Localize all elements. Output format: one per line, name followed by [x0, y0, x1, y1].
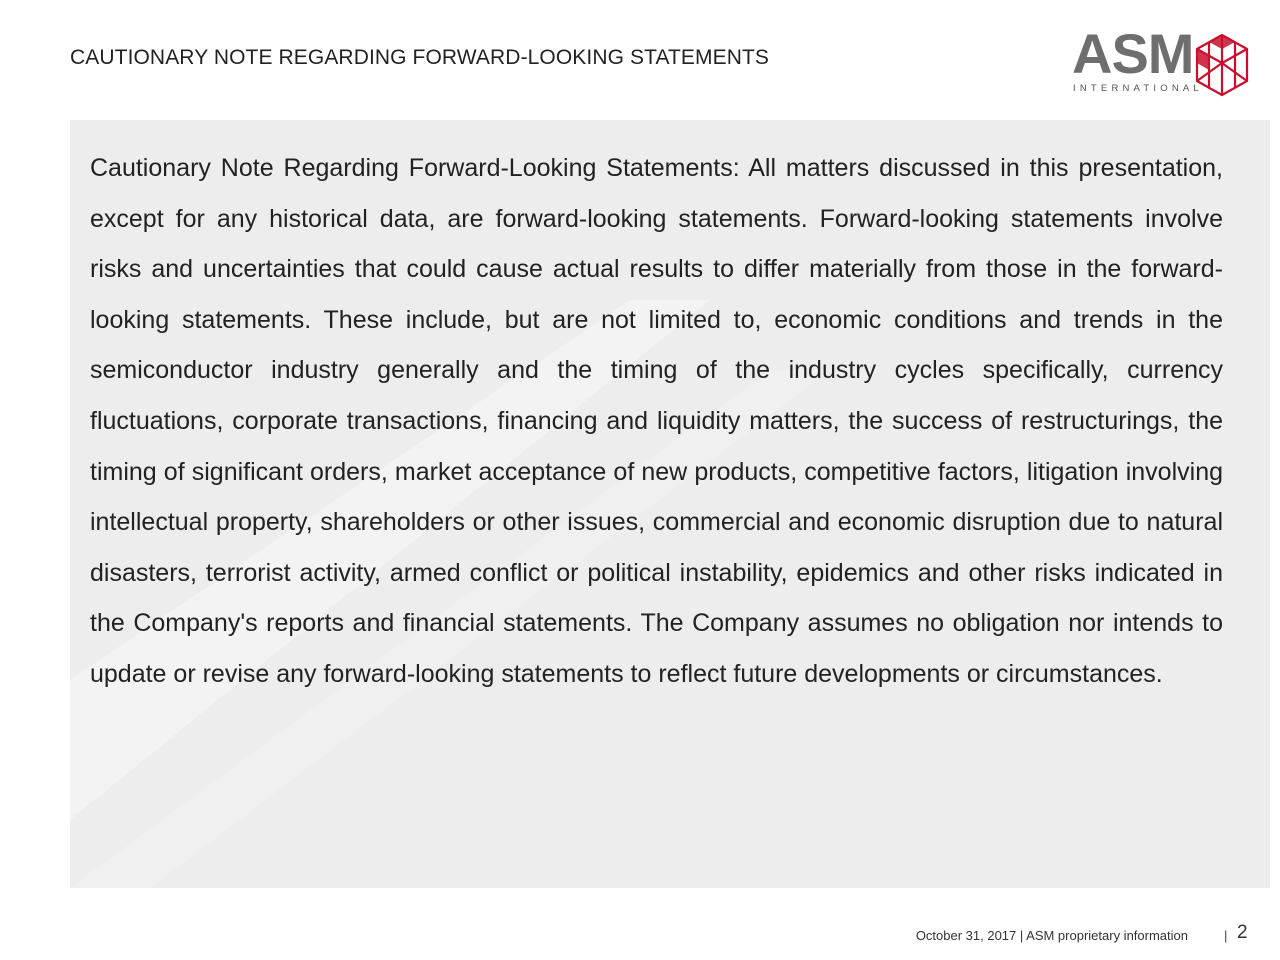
slide-title: CAUTIONARY NOTE REGARDING FORWARD-LOOKING STATEMENTS: [70, 46, 770, 69]
footer-separator: |: [1224, 928, 1228, 943]
asm-crystal-icon: [1193, 32, 1251, 98]
logo-wordmark: ASM: [1072, 22, 1194, 85]
footer: [0, 922, 1280, 950]
page-number: 2: [1237, 922, 1248, 943]
logo-subtitle: INTERNATIONAL: [1073, 83, 1203, 94]
disclaimer-paragraph: Cautionary Note Regarding Forward-Looking Statements: All matters discussed in this presentation, except for any historical data, are forward-looking statements. Forward-looking statements involve risks and uncertainties that could cause actual results to differ materially from those in the forward-looking statements. These include, but are not limited to, economic conditions and trends in the semiconductor industry generally and the timing of the industry cycles specifically, currency fluctuations, corporate transactions, financing and liquidity matters, the success of restructurings, the timing of significant orders, market acceptance of new products, competitive factors, litigation involving intellectual property, shareholders or other issues, commercial and economic disruption due to natural disasters, terrorist activity, armed conflict or political instability, epidemics and other risks indicated in the Company's reports and financial statements. The Company assumes no obligation nor intends to update or revise any forward-looking statements to reflect future developments or circumstances.: [90, 154, 1223, 688]
content-panel: [70, 120, 1270, 888]
company-logo: [1068, 22, 1254, 102]
footer-date-info: October 31, 2017 | ASM proprietary information: [915, 928, 1188, 943]
